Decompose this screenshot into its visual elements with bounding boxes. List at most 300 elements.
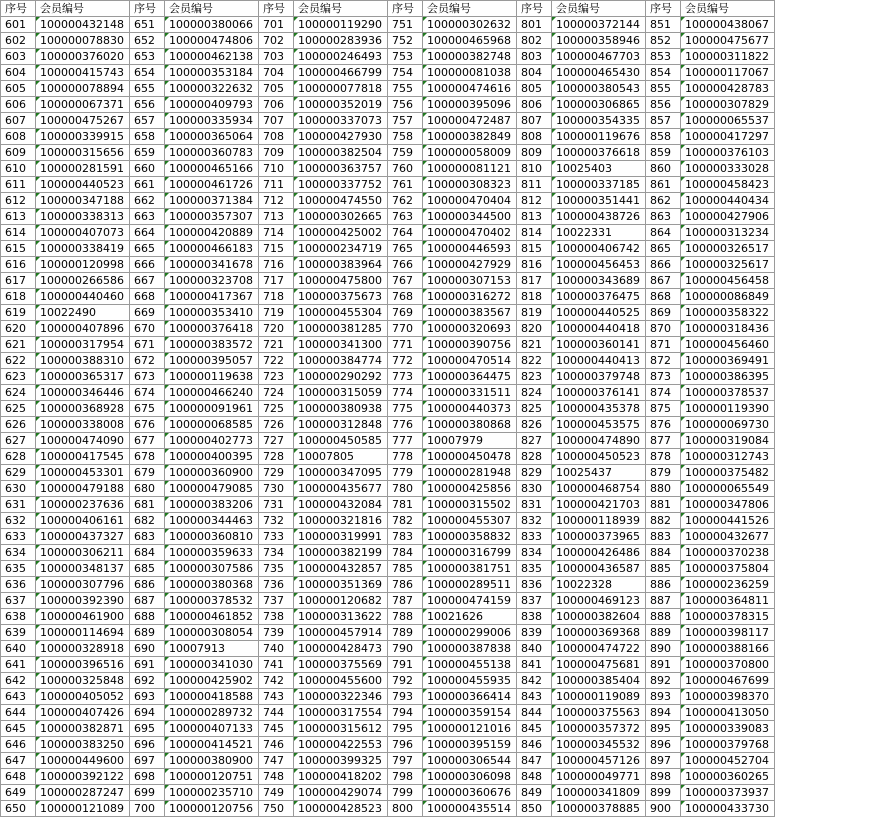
member-id-cell[interactable]: 100000383206	[165, 497, 259, 513]
serial-number-cell[interactable]: 671	[130, 337, 165, 353]
serial-number-cell[interactable]: 866	[646, 257, 681, 273]
member-id-cell[interactable]: 100000306211	[36, 545, 130, 561]
serial-number-cell[interactable]: 771	[388, 337, 423, 353]
serial-number-cell[interactable]: 869	[646, 305, 681, 321]
serial-number-cell[interactable]: 672	[130, 353, 165, 369]
serial-number-cell[interactable]: 887	[646, 593, 681, 609]
serial-number-cell[interactable]: 809	[517, 145, 552, 161]
member-id-cell[interactable]: 100000407426	[36, 705, 130, 721]
member-id-cell[interactable]: 100000320693	[423, 321, 517, 337]
serial-number-cell[interactable]: 806	[517, 97, 552, 113]
serial-number-cell[interactable]: 699	[130, 785, 165, 801]
member-id-cell[interactable]: 100000398117	[681, 625, 775, 641]
serial-number-cell[interactable]: 847	[517, 753, 552, 769]
member-id-cell[interactable]: 100000337073	[294, 113, 388, 129]
member-id-cell[interactable]: 100000435514	[423, 801, 517, 817]
member-id-cell[interactable]: 100000470404	[423, 193, 517, 209]
header-cell[interactable]: 序号	[259, 1, 294, 17]
serial-number-cell[interactable]: 862	[646, 193, 681, 209]
member-id-cell[interactable]: 100000347188	[36, 193, 130, 209]
member-id-cell[interactable]: 100000360265	[681, 769, 775, 785]
serial-number-cell[interactable]: 624	[1, 385, 36, 401]
serial-number-cell[interactable]: 764	[388, 225, 423, 241]
member-id-cell[interactable]: 100000352019	[294, 97, 388, 113]
serial-number-cell[interactable]: 685	[130, 561, 165, 577]
serial-number-cell[interactable]: 658	[130, 129, 165, 145]
serial-number-cell[interactable]: 877	[646, 433, 681, 449]
serial-number-cell[interactable]: 758	[388, 129, 423, 145]
member-id-cell[interactable]: 100000456453	[552, 257, 646, 273]
member-id-cell[interactable]: 100000376418	[165, 321, 259, 337]
member-id-cell[interactable]: 100000281948	[423, 465, 517, 481]
member-id-cell[interactable]: 100000317954	[36, 337, 130, 353]
member-id-cell[interactable]: 100000067371	[36, 97, 130, 113]
serial-number-cell[interactable]: 621	[1, 337, 36, 353]
member-id-cell[interactable]: 100000425002	[294, 225, 388, 241]
serial-number-cell[interactable]: 762	[388, 193, 423, 209]
serial-number-cell[interactable]: 803	[517, 49, 552, 65]
serial-number-cell[interactable]: 601	[1, 17, 36, 33]
serial-number-cell[interactable]: 826	[517, 417, 552, 433]
header-cell[interactable]: 会员编号	[165, 1, 259, 17]
member-id-cell[interactable]: 100000452704	[681, 753, 775, 769]
serial-number-cell[interactable]: 801	[517, 17, 552, 33]
serial-number-cell[interactable]: 746	[259, 737, 294, 753]
serial-number-cell[interactable]: 900	[646, 801, 681, 817]
serial-number-cell[interactable]: 755	[388, 81, 423, 97]
member-id-cell[interactable]: 100000470402	[423, 225, 517, 241]
member-id-cell[interactable]: 100000465166	[165, 161, 259, 177]
serial-number-cell[interactable]: 882	[646, 513, 681, 529]
member-id-cell[interactable]: 100000450585	[294, 433, 388, 449]
header-cell[interactable]: 会员编号	[423, 1, 517, 17]
member-id-cell[interactable]: 100000341678	[165, 257, 259, 273]
serial-number-cell[interactable]: 870	[646, 321, 681, 337]
member-id-cell[interactable]: 100000429074	[294, 785, 388, 801]
member-id-cell[interactable]: 100000407133	[165, 721, 259, 737]
serial-number-cell[interactable]: 792	[388, 673, 423, 689]
member-id-cell[interactable]: 100000120756	[165, 801, 259, 817]
serial-number-cell[interactable]: 617	[1, 273, 36, 289]
member-id-cell[interactable]: 100000440523	[36, 177, 130, 193]
member-id-cell[interactable]: 100000379748	[552, 369, 646, 385]
serial-number-cell[interactable]: 637	[1, 593, 36, 609]
member-id-cell[interactable]: 100000360900	[165, 465, 259, 481]
serial-number-cell[interactable]: 618	[1, 289, 36, 305]
member-id-cell[interactable]: 100000426486	[552, 545, 646, 561]
serial-number-cell[interactable]: 622	[1, 353, 36, 369]
member-id-cell[interactable]: 100000364475	[423, 369, 517, 385]
serial-number-cell[interactable]: 823	[517, 369, 552, 385]
serial-number-cell[interactable]: 787	[388, 593, 423, 609]
serial-number-cell[interactable]: 747	[259, 753, 294, 769]
header-cell[interactable]: 会员编号	[681, 1, 775, 17]
member-id-cell[interactable]: 100000440373	[423, 401, 517, 417]
serial-number-cell[interactable]: 799	[388, 785, 423, 801]
member-id-cell[interactable]: 100000382871	[36, 721, 130, 737]
serial-number-cell[interactable]: 735	[259, 561, 294, 577]
member-id-cell[interactable]: 100000317554	[294, 705, 388, 721]
serial-number-cell[interactable]: 728	[259, 449, 294, 465]
member-id-cell[interactable]: 100000428783	[681, 81, 775, 97]
serial-number-cell[interactable]: 860	[646, 161, 681, 177]
serial-number-cell[interactable]: 817	[517, 273, 552, 289]
member-id-cell[interactable]: 100000371384	[165, 193, 259, 209]
member-id-cell[interactable]: 100000313234	[681, 225, 775, 241]
serial-number-cell[interactable]: 689	[130, 625, 165, 641]
member-id-cell[interactable]: 100000402773	[165, 433, 259, 449]
serial-number-cell[interactable]: 713	[259, 209, 294, 225]
serial-number-cell[interactable]: 867	[646, 273, 681, 289]
member-id-cell[interactable]: 100000428473	[294, 641, 388, 657]
member-id-cell[interactable]: 100000338313	[36, 209, 130, 225]
member-id-cell[interactable]: 100000118939	[552, 513, 646, 529]
serial-number-cell[interactable]: 663	[130, 209, 165, 225]
member-id-cell[interactable]: 100000390756	[423, 337, 517, 353]
serial-number-cell[interactable]: 788	[388, 609, 423, 625]
serial-number-cell[interactable]: 875	[646, 401, 681, 417]
serial-number-cell[interactable]: 635	[1, 561, 36, 577]
serial-number-cell[interactable]: 786	[388, 577, 423, 593]
member-id-cell[interactable]: 100000376141	[552, 385, 646, 401]
member-id-cell[interactable]: 100000421703	[552, 497, 646, 513]
member-id-cell[interactable]: 100000380543	[552, 81, 646, 97]
serial-number-cell[interactable]: 732	[259, 513, 294, 529]
serial-number-cell[interactable]: 650	[1, 801, 36, 817]
member-id-cell[interactable]: 100000375569	[294, 657, 388, 673]
member-id-cell[interactable]: 100000432677	[681, 529, 775, 545]
member-id-cell[interactable]: 100000307153	[423, 273, 517, 289]
serial-number-cell[interactable]: 819	[517, 305, 552, 321]
serial-number-cell[interactable]: 614	[1, 225, 36, 241]
member-id-cell[interactable]: 100000359633	[165, 545, 259, 561]
member-id-cell[interactable]: 100000382849	[423, 129, 517, 145]
serial-number-cell[interactable]: 899	[646, 785, 681, 801]
member-id-cell[interactable]: 100000399325	[294, 753, 388, 769]
serial-number-cell[interactable]: 646	[1, 737, 36, 753]
serial-number-cell[interactable]: 852	[646, 33, 681, 49]
member-id-cell[interactable]: 100000121016	[423, 721, 517, 737]
serial-number-cell[interactable]: 723	[259, 369, 294, 385]
member-id-cell[interactable]: 100000475681	[552, 657, 646, 673]
member-id-cell[interactable]: 100000338008	[36, 417, 130, 433]
member-id-cell[interactable]: 100000461900	[36, 609, 130, 625]
member-id-cell[interactable]: 100000078830	[36, 33, 130, 49]
member-id-cell[interactable]: 100000363757	[294, 161, 388, 177]
member-id-cell[interactable]: 100000360141	[552, 337, 646, 353]
member-id-cell[interactable]: 100000299006	[423, 625, 517, 641]
serial-number-cell[interactable]: 757	[388, 113, 423, 129]
serial-number-cell[interactable]: 772	[388, 353, 423, 369]
header-cell[interactable]: 序号	[388, 1, 423, 17]
serial-number-cell[interactable]: 724	[259, 385, 294, 401]
member-id-cell[interactable]: 10007913	[165, 641, 259, 657]
member-id-cell[interactable]: 100000347095	[294, 465, 388, 481]
member-id-cell[interactable]: 100000386395	[681, 369, 775, 385]
serial-number-cell[interactable]: 727	[259, 433, 294, 449]
member-id-cell[interactable]: 100000461852	[165, 609, 259, 625]
serial-number-cell[interactable]: 854	[646, 65, 681, 81]
serial-number-cell[interactable]: 846	[517, 737, 552, 753]
member-id-cell[interactable]: 100000415743	[36, 65, 130, 81]
member-id-cell[interactable]: 100000369491	[681, 353, 775, 369]
member-id-cell[interactable]: 100000467703	[552, 49, 646, 65]
serial-number-cell[interactable]: 881	[646, 497, 681, 513]
member-id-cell[interactable]: 100000395096	[423, 97, 517, 113]
serial-number-cell[interactable]: 679	[130, 465, 165, 481]
serial-number-cell[interactable]: 681	[130, 497, 165, 513]
serial-number-cell[interactable]: 878	[646, 449, 681, 465]
serial-number-cell[interactable]: 880	[646, 481, 681, 497]
member-id-cell[interactable]: 100000455935	[423, 673, 517, 689]
member-id-cell[interactable]: 100000441526	[681, 513, 775, 529]
serial-number-cell[interactable]: 734	[259, 545, 294, 561]
serial-number-cell[interactable]: 872	[646, 353, 681, 369]
serial-number-cell[interactable]: 810	[517, 161, 552, 177]
member-id-cell[interactable]: 100000289732	[165, 705, 259, 721]
member-id-cell[interactable]: 100000470514	[423, 353, 517, 369]
serial-number-cell[interactable]: 716	[259, 257, 294, 273]
member-id-cell[interactable]: 10025403	[552, 161, 646, 177]
serial-number-cell[interactable]: 668	[130, 289, 165, 305]
serial-number-cell[interactable]: 682	[130, 513, 165, 529]
member-id-cell[interactable]: 100000420889	[165, 225, 259, 241]
serial-number-cell[interactable]: 748	[259, 769, 294, 785]
serial-number-cell[interactable]: 891	[646, 657, 681, 673]
member-id-cell[interactable]: 100000049771	[552, 769, 646, 785]
serial-number-cell[interactable]: 619	[1, 305, 36, 321]
member-id-cell[interactable]: 100000388166	[681, 641, 775, 657]
serial-number-cell[interactable]: 765	[388, 241, 423, 257]
serial-number-cell[interactable]: 627	[1, 433, 36, 449]
serial-number-cell[interactable]: 677	[130, 433, 165, 449]
serial-number-cell[interactable]: 737	[259, 593, 294, 609]
member-id-cell[interactable]: 100000425902	[165, 673, 259, 689]
serial-number-cell[interactable]: 694	[130, 705, 165, 721]
serial-number-cell[interactable]: 785	[388, 561, 423, 577]
serial-number-cell[interactable]: 776	[388, 417, 423, 433]
member-id-cell[interactable]: 100000318436	[681, 321, 775, 337]
serial-number-cell[interactable]: 644	[1, 705, 36, 721]
serial-number-cell[interactable]: 631	[1, 497, 36, 513]
serial-number-cell[interactable]: 623	[1, 369, 36, 385]
serial-number-cell[interactable]: 645	[1, 721, 36, 737]
serial-number-cell[interactable]: 664	[130, 225, 165, 241]
serial-number-cell[interactable]: 633	[1, 529, 36, 545]
serial-number-cell[interactable]: 725	[259, 401, 294, 417]
member-id-cell[interactable]: 100000058009	[423, 145, 517, 161]
serial-number-cell[interactable]: 796	[388, 737, 423, 753]
member-id-cell[interactable]: 100000432857	[294, 561, 388, 577]
serial-number-cell[interactable]: 717	[259, 273, 294, 289]
serial-number-cell[interactable]: 811	[517, 177, 552, 193]
member-id-cell[interactable]: 100000091961	[165, 401, 259, 417]
serial-number-cell[interactable]: 654	[130, 65, 165, 81]
member-id-cell[interactable]: 100000475267	[36, 113, 130, 129]
member-id-cell[interactable]: 100000065537	[681, 113, 775, 129]
serial-number-cell[interactable]: 774	[388, 385, 423, 401]
member-id-cell[interactable]: 100000319991	[294, 529, 388, 545]
member-id-cell[interactable]: 100000368928	[36, 401, 130, 417]
serial-number-cell[interactable]: 895	[646, 721, 681, 737]
member-id-cell[interactable]: 100000357307	[165, 209, 259, 225]
member-id-cell[interactable]: 100000246493	[294, 49, 388, 65]
member-id-cell[interactable]: 100000414521	[165, 737, 259, 753]
serial-number-cell[interactable]: 657	[130, 113, 165, 129]
serial-number-cell[interactable]: 883	[646, 529, 681, 545]
serial-number-cell[interactable]: 740	[259, 641, 294, 657]
serial-number-cell[interactable]: 871	[646, 337, 681, 353]
serial-number-cell[interactable]: 605	[1, 81, 36, 97]
serial-number-cell[interactable]: 777	[388, 433, 423, 449]
serial-number-cell[interactable]: 791	[388, 657, 423, 673]
member-id-cell[interactable]: 100000392390	[36, 593, 130, 609]
member-id-cell[interactable]: 100000306098	[423, 769, 517, 785]
serial-number-cell[interactable]: 626	[1, 417, 36, 433]
member-id-cell[interactable]: 100000081121	[423, 161, 517, 177]
member-id-cell[interactable]: 100000328918	[36, 641, 130, 657]
serial-number-cell[interactable]: 753	[388, 49, 423, 65]
member-id-cell[interactable]: 100000289511	[423, 577, 517, 593]
member-id-cell[interactable]: 100000380368	[165, 577, 259, 593]
serial-number-cell[interactable]: 831	[517, 497, 552, 513]
member-id-cell[interactable]: 100000406161	[36, 513, 130, 529]
member-id-cell[interactable]: 100000360676	[423, 785, 517, 801]
serial-number-cell[interactable]: 701	[259, 17, 294, 33]
serial-number-cell[interactable]: 824	[517, 385, 552, 401]
member-id-cell[interactable]: 100000453301	[36, 465, 130, 481]
member-id-cell[interactable]: 100000428523	[294, 801, 388, 817]
member-id-cell[interactable]: 100000466240	[165, 385, 259, 401]
member-id-cell[interactable]: 100000474159	[423, 593, 517, 609]
member-id-cell[interactable]: 100000120751	[165, 769, 259, 785]
member-id-cell[interactable]: 100000375563	[552, 705, 646, 721]
member-id-cell[interactable]: 100000345532	[552, 737, 646, 753]
serial-number-cell[interactable]: 830	[517, 481, 552, 497]
member-id-cell[interactable]: 100000382199	[294, 545, 388, 561]
member-id-cell[interactable]: 100000468754	[552, 481, 646, 497]
serial-number-cell[interactable]: 783	[388, 529, 423, 545]
serial-number-cell[interactable]: 704	[259, 65, 294, 81]
serial-number-cell[interactable]: 859	[646, 145, 681, 161]
serial-number-cell[interactable]: 797	[388, 753, 423, 769]
member-id-cell[interactable]: 100000392122	[36, 769, 130, 785]
serial-number-cell[interactable]: 676	[130, 417, 165, 433]
member-id-cell[interactable]: 100000343689	[552, 273, 646, 289]
serial-number-cell[interactable]: 616	[1, 257, 36, 273]
member-id-cell[interactable]: 100000315656	[36, 145, 130, 161]
serial-number-cell[interactable]: 651	[130, 17, 165, 33]
member-id-cell[interactable]: 100000069730	[681, 417, 775, 433]
member-id-cell[interactable]: 100000472487	[423, 113, 517, 129]
serial-number-cell[interactable]: 655	[130, 81, 165, 97]
member-id-cell[interactable]: 100000383572	[165, 337, 259, 353]
member-id-cell[interactable]: 100000323708	[165, 273, 259, 289]
serial-number-cell[interactable]: 659	[130, 145, 165, 161]
serial-number-cell[interactable]: 696	[130, 737, 165, 753]
member-id-cell[interactable]: 10022331	[552, 225, 646, 241]
serial-number-cell[interactable]: 612	[1, 193, 36, 209]
serial-number-cell[interactable]: 718	[259, 289, 294, 305]
header-cell[interactable]: 序号	[130, 1, 165, 17]
member-id-cell[interactable]: 100000302632	[423, 17, 517, 33]
serial-number-cell[interactable]: 818	[517, 289, 552, 305]
serial-number-cell[interactable]: 886	[646, 577, 681, 593]
serial-number-cell[interactable]: 649	[1, 785, 36, 801]
serial-number-cell[interactable]: 736	[259, 577, 294, 593]
serial-number-cell[interactable]: 844	[517, 705, 552, 721]
member-id-cell[interactable]: 100000407073	[36, 225, 130, 241]
member-id-cell[interactable]: 100000344500	[423, 209, 517, 225]
member-id-cell[interactable]: 100000315612	[294, 721, 388, 737]
serial-number-cell[interactable]: 604	[1, 65, 36, 81]
serial-number-cell[interactable]: 828	[517, 449, 552, 465]
serial-number-cell[interactable]: 721	[259, 337, 294, 353]
serial-number-cell[interactable]: 697	[130, 753, 165, 769]
member-id-cell[interactable]: 100000462138	[165, 49, 259, 65]
serial-number-cell[interactable]: 837	[517, 593, 552, 609]
member-id-cell[interactable]: 100000440413	[552, 353, 646, 369]
member-id-cell[interactable]: 100000121089	[36, 801, 130, 817]
serial-number-cell[interactable]: 805	[517, 81, 552, 97]
serial-number-cell[interactable]: 634	[1, 545, 36, 561]
member-id-cell[interactable]: 100000378537	[681, 385, 775, 401]
member-id-cell[interactable]: 100000119390	[681, 401, 775, 417]
serial-number-cell[interactable]: 839	[517, 625, 552, 641]
serial-number-cell[interactable]: 673	[130, 369, 165, 385]
member-id-cell[interactable]: 100000370800	[681, 657, 775, 673]
member-id-cell[interactable]: 100000380868	[423, 417, 517, 433]
serial-number-cell[interactable]: 607	[1, 113, 36, 129]
member-id-cell[interactable]: 100000065549	[681, 481, 775, 497]
serial-number-cell[interactable]: 702	[259, 33, 294, 49]
serial-number-cell[interactable]: 851	[646, 17, 681, 33]
member-id-cell[interactable]: 100000440525	[552, 305, 646, 321]
member-id-cell[interactable]: 100000325617	[681, 257, 775, 273]
member-id-cell[interactable]: 10025437	[552, 465, 646, 481]
member-id-cell[interactable]: 100000364811	[681, 593, 775, 609]
member-id-cell[interactable]: 100000465430	[552, 65, 646, 81]
serial-number-cell[interactable]: 853	[646, 49, 681, 65]
serial-number-cell[interactable]: 760	[388, 161, 423, 177]
member-id-cell[interactable]: 100000236259	[681, 577, 775, 593]
member-id-cell[interactable]: 100000319084	[681, 433, 775, 449]
member-id-cell[interactable]: 100000455600	[294, 673, 388, 689]
serial-number-cell[interactable]: 670	[130, 321, 165, 337]
member-id-cell[interactable]: 100000333028	[681, 161, 775, 177]
member-id-cell[interactable]: 100000450523	[552, 449, 646, 465]
member-id-cell[interactable]: 100000455307	[423, 513, 517, 529]
member-id-cell[interactable]: 100000358832	[423, 529, 517, 545]
member-id-cell[interactable]: 100000312743	[681, 449, 775, 465]
serial-number-cell[interactable]: 602	[1, 33, 36, 49]
member-id-cell[interactable]: 100000306544	[423, 753, 517, 769]
serial-number-cell[interactable]: 706	[259, 97, 294, 113]
member-id-cell[interactable]: 100000440460	[36, 289, 130, 305]
member-id-cell[interactable]: 100000395159	[423, 737, 517, 753]
member-id-cell[interactable]: 100000335934	[165, 113, 259, 129]
member-id-cell[interactable]: 100000385404	[552, 673, 646, 689]
serial-number-cell[interactable]: 693	[130, 689, 165, 705]
member-id-cell[interactable]: 100000281591	[36, 161, 130, 177]
serial-number-cell[interactable]: 715	[259, 241, 294, 257]
serial-number-cell[interactable]: 873	[646, 369, 681, 385]
member-id-cell[interactable]: 100000466799	[294, 65, 388, 81]
serial-number-cell[interactable]: 790	[388, 641, 423, 657]
serial-number-cell[interactable]: 714	[259, 225, 294, 241]
serial-number-cell[interactable]: 683	[130, 529, 165, 545]
member-id-cell[interactable]: 100000290292	[294, 369, 388, 385]
